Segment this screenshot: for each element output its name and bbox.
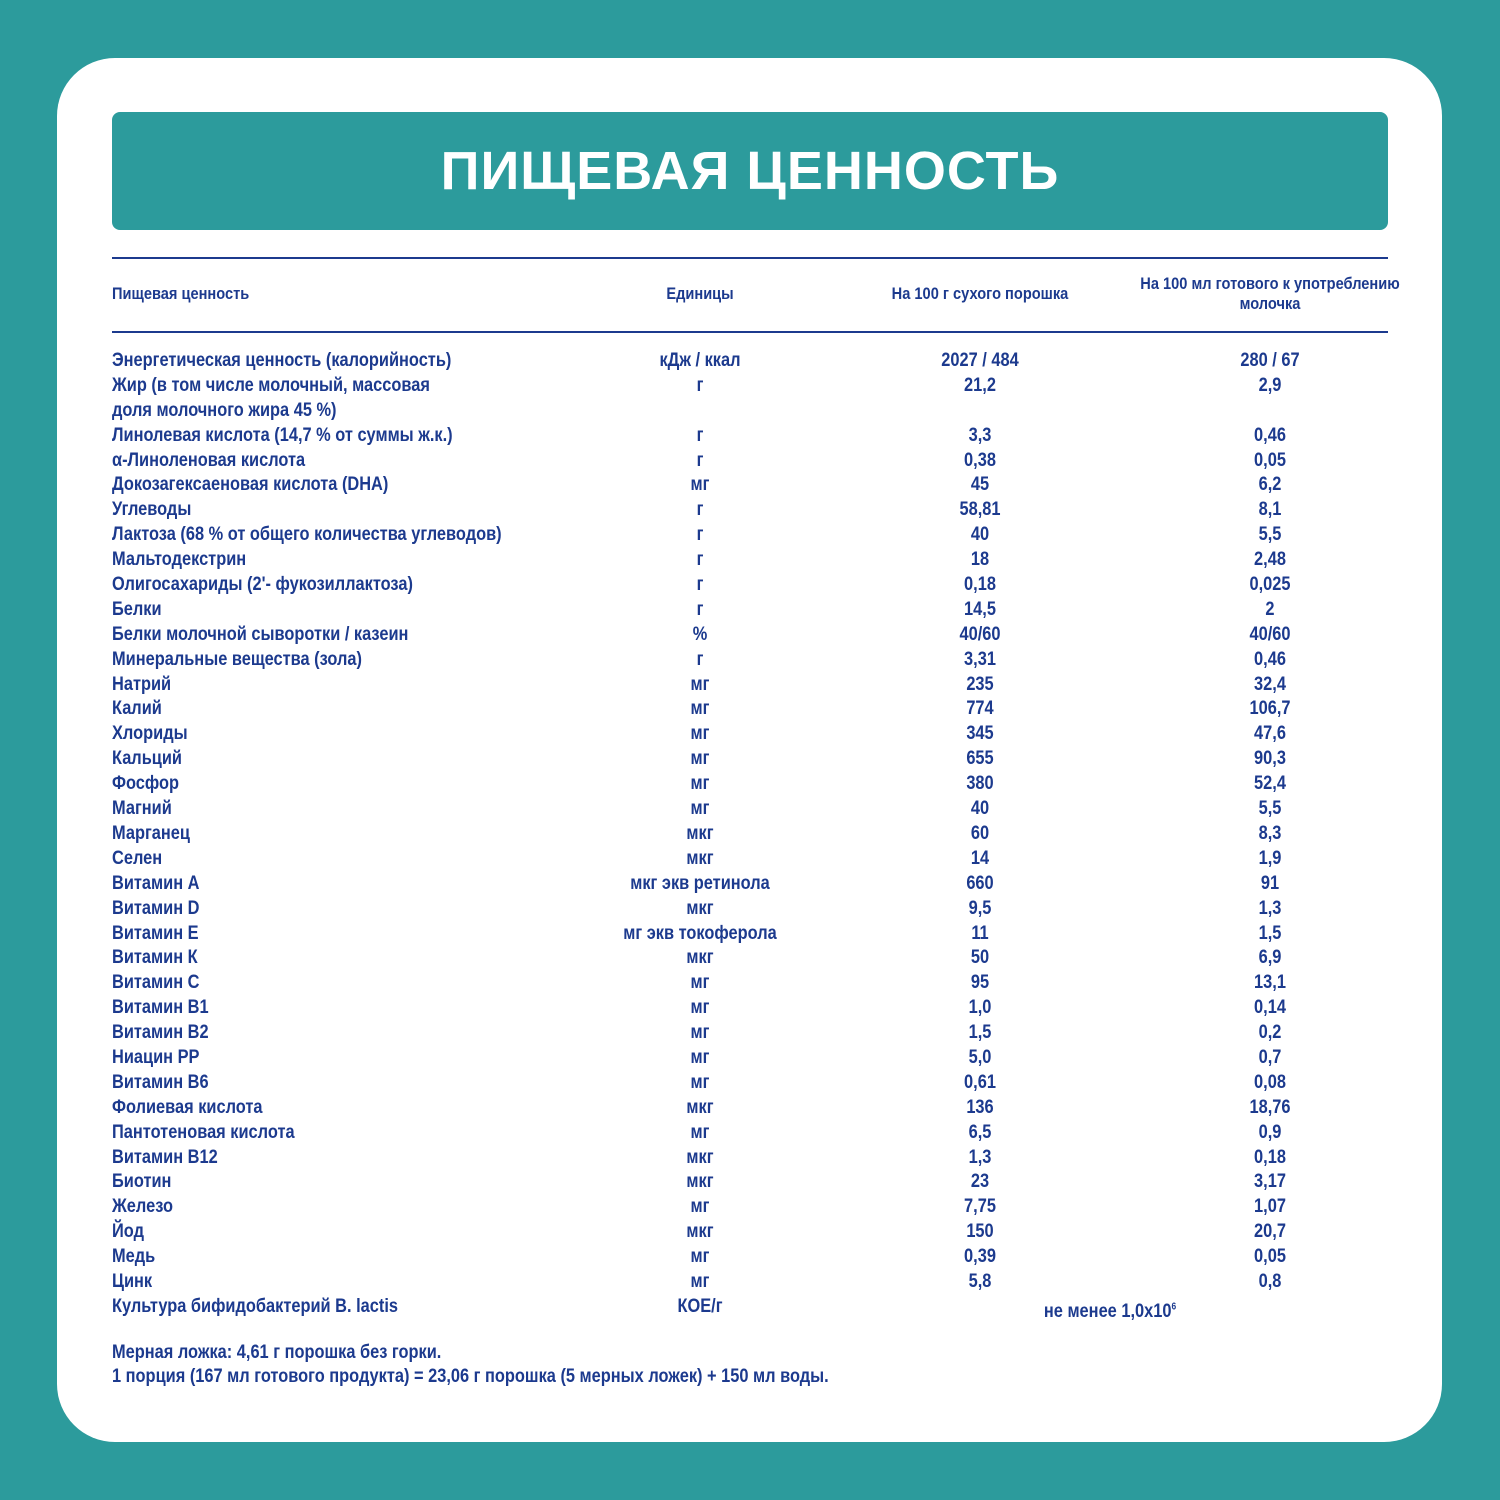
bifido-value-text: не менее 1,0x10 xyxy=(1043,1300,1172,1322)
table-row xyxy=(0,696,1500,721)
value-ready-milk: 8,3 xyxy=(1258,821,1282,844)
value-ready-milk: 13,1 xyxy=(1254,971,1286,994)
nutrient-unit: мг xyxy=(690,1269,710,1292)
value-ready-milk: 0,08 xyxy=(1254,1070,1286,1093)
value-ready-milk: 0,2 xyxy=(1258,1021,1282,1044)
nutrient-name: Селен xyxy=(112,846,163,869)
table-row xyxy=(0,373,1500,423)
nutrient-name: Витамин К xyxy=(112,946,198,969)
nutrient-unit: г xyxy=(696,573,704,596)
nutrient-unit: мг xyxy=(690,772,710,795)
value-dry-powder: 11 xyxy=(971,921,989,944)
table-row xyxy=(0,1169,1500,1194)
nutrient-unit: мг xyxy=(690,797,710,820)
value-ready-milk: 8,1 xyxy=(1258,498,1282,521)
nutrient-unit: мг экв токоферола xyxy=(623,921,777,944)
table-row xyxy=(0,945,1500,970)
table-row xyxy=(0,846,1500,871)
nutrient-name: Калий xyxy=(112,697,162,720)
nutrient-name: Марганец xyxy=(112,821,190,844)
nutrient-unit: г xyxy=(696,647,704,670)
value-ready-milk: 1,3 xyxy=(1258,896,1282,919)
value-ready-milk: 1,5 xyxy=(1258,921,1282,944)
value-dry-powder: 3,31 xyxy=(964,647,996,670)
nutrient-unit: мг xyxy=(690,1070,710,1093)
nutrient-name: Энергетическая ценность (калорийность) xyxy=(112,349,452,371)
nutrient-name: Лактоза (68 % от общего количества углеводов) xyxy=(112,523,502,546)
nutrient-name: Витамин В2 xyxy=(112,1021,209,1044)
value-dry-powder: 150 xyxy=(966,1220,994,1243)
header-bottom-rule xyxy=(112,331,1388,333)
table-row xyxy=(0,572,1500,597)
nutrient-unit: мкг xyxy=(686,1170,714,1193)
nutrient-unit: мг xyxy=(690,747,710,770)
nutrient-unit: мкг xyxy=(686,1220,714,1243)
value-ready-milk: 47,6 xyxy=(1254,722,1286,745)
nutrient-name: Медь xyxy=(112,1245,156,1268)
nutrient-name: Цинк xyxy=(112,1269,153,1292)
nutrient-name: Жир (в том числе молочный, массовая доля молочного жира 45 %) xyxy=(112,373,430,421)
value-dry-powder: 23 xyxy=(970,1170,990,1193)
nutrient-name: Углеводы xyxy=(112,498,192,521)
table-row xyxy=(0,1269,1500,1294)
nutrient-unit: мкг экв ретинола xyxy=(630,871,770,894)
value-dry-powder: 40 xyxy=(970,523,990,546)
table-row xyxy=(0,547,1500,572)
table-row xyxy=(0,1145,1500,1170)
value-ready-milk: 2,9 xyxy=(1258,373,1282,396)
table-row xyxy=(0,672,1500,697)
nutrient-name: Белки xyxy=(112,597,162,620)
value-dry-powder: 58,81 xyxy=(959,498,1001,521)
value-dry-powder: 774 xyxy=(966,697,994,720)
nutrient-name: Витамин Е xyxy=(112,921,199,944)
value-dry-powder: 5,8 xyxy=(968,1269,992,1292)
nutrient-name: Минеральные вещества (зола) xyxy=(112,647,362,670)
value-dry-powder: 6,5 xyxy=(968,1120,992,1143)
table-row xyxy=(0,871,1500,896)
nutrient-unit: г xyxy=(696,448,704,471)
value-ready-milk: 20,7 xyxy=(1254,1220,1286,1243)
table-row xyxy=(0,746,1500,771)
value-dry-powder: 40/60 xyxy=(959,622,1001,645)
nutrient-unit: мкг xyxy=(686,896,714,919)
table-row xyxy=(0,896,1500,921)
value-dry-powder: 136 xyxy=(966,1095,994,1118)
nutrient-unit: кДж / ккал xyxy=(659,349,741,371)
nutrient-name: Линолевая кислота (14,7 % от суммы ж.к.) xyxy=(112,423,453,446)
table-row xyxy=(0,995,1500,1020)
value-ready-milk: 2,48 xyxy=(1254,548,1286,571)
nutrient-name: Витамин В1 xyxy=(112,996,209,1019)
value-dry-powder: 0,39 xyxy=(964,1245,996,1268)
value-ready-milk: 6,2 xyxy=(1258,473,1282,496)
value-ready-milk: 2 xyxy=(1265,597,1275,620)
nutrient-unit: мкг xyxy=(686,821,714,844)
value-ready-milk: 18,76 xyxy=(1249,1095,1291,1118)
nutrient-unit: г xyxy=(696,597,704,620)
value-ready-milk: 280 / 67 xyxy=(1240,349,1300,371)
table-row xyxy=(0,423,1500,448)
value-dry-powder: 3,3 xyxy=(968,423,992,446)
value-dry-powder: 21,2 xyxy=(964,373,996,396)
nutrient-unit: % xyxy=(692,622,708,645)
table-row xyxy=(0,1244,1500,1269)
value-dry-powder: 380 xyxy=(966,772,994,795)
header-top-rule xyxy=(112,257,1388,259)
nutrient-unit: мг xyxy=(690,672,710,695)
value-ready-milk: 0,18 xyxy=(1254,1145,1286,1168)
value-dry-powder: 5,0 xyxy=(968,1045,992,1068)
nutrient-name: Витамин В6 xyxy=(112,1070,209,1093)
header-dry: На 100 г сухого порошка xyxy=(891,284,1069,303)
nutrient-unit: мг xyxy=(690,473,710,496)
value-dry-powder: 18 xyxy=(970,548,990,571)
value-dry-powder: 7,75 xyxy=(964,1195,996,1218)
value-dry-powder: 1,3 xyxy=(968,1145,992,1168)
nutrient-unit: мкг xyxy=(686,1095,714,1118)
nutrient-unit: г xyxy=(696,523,704,546)
value-dry-powder: 2027 / 484 xyxy=(941,349,1019,371)
table-row xyxy=(0,497,1500,522)
table-row xyxy=(0,1020,1500,1045)
nutrient-unit: мг xyxy=(690,697,710,720)
value-ready-milk: 0,46 xyxy=(1254,647,1286,670)
nutrient-unit: г xyxy=(696,373,704,396)
header-name: Пищевая ценность xyxy=(112,284,250,303)
nutrient-unit: мкг xyxy=(686,846,714,869)
table-row xyxy=(0,1045,1500,1070)
note-line-1: Мерная ложка: 4,61 г порошка без горки. xyxy=(112,1341,442,1363)
value-ready-milk: 0,025 xyxy=(1249,573,1291,596)
header-unit: Единицы xyxy=(666,284,734,303)
header-milk-line2: молочка xyxy=(1239,294,1301,313)
nutrient-unit: мг xyxy=(690,1045,710,1068)
nutrient-unit: г xyxy=(696,423,704,446)
nutrient-name: Фосфор xyxy=(112,772,180,795)
value-ready-milk: 0,9 xyxy=(1258,1120,1282,1143)
table-row xyxy=(0,1219,1500,1244)
page-title: ПИЩЕВАЯ ЦЕННОСТЬ xyxy=(440,141,1060,201)
header-milk-line1: На 100 мл готового к употреблению xyxy=(1140,274,1400,293)
table-row xyxy=(0,1070,1500,1095)
value-dry-powder: 9,5 xyxy=(968,896,992,919)
value-ready-milk: 40/60 xyxy=(1249,622,1291,645)
table-row xyxy=(0,472,1500,497)
table-row xyxy=(0,622,1500,647)
nutrient-unit: мг xyxy=(690,996,710,1019)
value-dry-powder: 1,0 xyxy=(968,996,992,1019)
serving-notes xyxy=(112,1340,829,1388)
value-ready-milk: 1,9 xyxy=(1258,846,1282,869)
nutrient-unit: мг xyxy=(690,1195,710,1218)
table-row xyxy=(0,921,1500,946)
value-dry-powder: 660 xyxy=(966,871,994,894)
nutrient-name: α-Линоленовая кислота xyxy=(112,448,306,471)
value-ready-milk: 0,46 xyxy=(1254,423,1286,446)
nutrient-unit: мг xyxy=(690,1245,710,1268)
value-ready-milk: 5,5 xyxy=(1258,797,1282,820)
nutrient-name: Пантотеновая кислота xyxy=(112,1120,295,1143)
value-dry-powder: 0,61 xyxy=(964,1070,996,1093)
nutrient-name: Железо xyxy=(112,1195,173,1218)
value-dry-powder: 345 xyxy=(966,722,994,745)
value-ready-milk: 0,8 xyxy=(1258,1269,1282,1292)
nutrient-unit: КОЕ/г xyxy=(677,1294,723,1317)
value-dry-powder: 60 xyxy=(970,821,990,844)
table-row xyxy=(0,1120,1500,1145)
nutrient-name: Мальтодекстрин xyxy=(112,548,247,571)
nutrient-name: Кальций xyxy=(112,747,182,770)
value-ready-milk: 32,4 xyxy=(1254,672,1286,695)
nutrient-name: Витамин С xyxy=(112,971,200,994)
nutrient-unit: г xyxy=(696,498,704,521)
value-ready-milk: 3,17 xyxy=(1254,1170,1286,1193)
table-row xyxy=(0,348,1500,373)
nutrient-name: Магний xyxy=(112,797,172,820)
value-ready-milk: 90,3 xyxy=(1254,747,1286,770)
nutrient-name: Йод xyxy=(112,1220,144,1243)
value-dry-powder: 1,5 xyxy=(968,1021,992,1044)
nutrient-name: Белки молочной сыворотки / казеин xyxy=(112,622,409,645)
value-dry-powder: 0,38 xyxy=(964,448,996,471)
nutrient-name: Фолиевая кислота xyxy=(112,1095,263,1118)
table-row xyxy=(0,1194,1500,1219)
nutrient-name: Витамин А xyxy=(112,871,200,894)
nutrient-unit: мг xyxy=(690,1120,710,1143)
nutrient-name: Докозагексаеновая кислота (DHA) xyxy=(112,473,389,496)
table-row xyxy=(0,771,1500,796)
value-ready-milk: 91 xyxy=(1260,871,1280,894)
title-banner xyxy=(112,112,1388,230)
nutrient-unit: г xyxy=(696,548,704,571)
bifido-exponent: 6 xyxy=(1171,1301,1177,1313)
value-dry-powder: 14,5 xyxy=(964,597,996,620)
nutrition-table xyxy=(0,348,1500,1319)
table-row xyxy=(0,796,1500,821)
value-ready-milk: 0,05 xyxy=(1254,448,1286,471)
table-row xyxy=(0,721,1500,746)
value-dry-powder: 40 xyxy=(970,797,990,820)
nutrient-name: Олигосахариды (2'- фукозиллактоза) xyxy=(112,573,413,596)
nutrient-name: Витамин D xyxy=(112,896,200,919)
table-row xyxy=(0,821,1500,846)
nutrient-name: Хлориды xyxy=(112,722,188,745)
nutrient-name: Биотин xyxy=(112,1170,172,1193)
nutrient-unit: мг xyxy=(690,722,710,745)
bifido-value xyxy=(1001,1300,1219,1323)
value-ready-milk: 106,7 xyxy=(1249,697,1291,720)
table-row xyxy=(0,647,1500,672)
table-row xyxy=(0,970,1500,995)
nutrient-name: Витамин В12 xyxy=(112,1145,218,1168)
value-dry-powder: 14 xyxy=(970,846,990,869)
value-dry-powder: 235 xyxy=(966,672,994,695)
nutrient-name: Натрий xyxy=(112,672,172,695)
nutrient-name: Ниацин РР xyxy=(112,1045,200,1068)
nutrient-unit: мкг xyxy=(686,946,714,969)
table-row xyxy=(0,1294,1500,1319)
note-line-2: 1 порция (167 мл готового продукта) = 23,06 г порошка (5 мерных ложек) + 150 мл воды. xyxy=(112,1365,829,1387)
value-ready-milk: 1,07 xyxy=(1254,1195,1286,1218)
nutrient-name: Культура бифидобактерий B. lactis xyxy=(112,1294,398,1317)
value-dry-powder: 50 xyxy=(970,946,990,969)
table-row xyxy=(0,522,1500,547)
value-ready-milk: 0,14 xyxy=(1254,996,1286,1019)
nutrient-unit: мг xyxy=(690,1021,710,1044)
value-dry-powder: 45 xyxy=(970,473,990,496)
value-dry-powder: 0,18 xyxy=(964,573,996,596)
value-ready-milk: 52,4 xyxy=(1254,772,1286,795)
table-row xyxy=(0,597,1500,622)
header-milk xyxy=(1132,274,1407,314)
table-row xyxy=(0,1095,1500,1120)
table-row xyxy=(0,448,1500,473)
nutrient-unit: мкг xyxy=(686,1145,714,1168)
value-dry-powder: 95 xyxy=(970,971,990,994)
value-ready-milk: 5,5 xyxy=(1258,523,1282,546)
value-ready-milk: 0,7 xyxy=(1258,1045,1282,1068)
value-dry-powder: 655 xyxy=(966,747,994,770)
value-ready-milk: 6,9 xyxy=(1258,946,1282,969)
value-ready-milk: 0,05 xyxy=(1254,1245,1286,1268)
nutrient-unit: мг xyxy=(690,971,710,994)
